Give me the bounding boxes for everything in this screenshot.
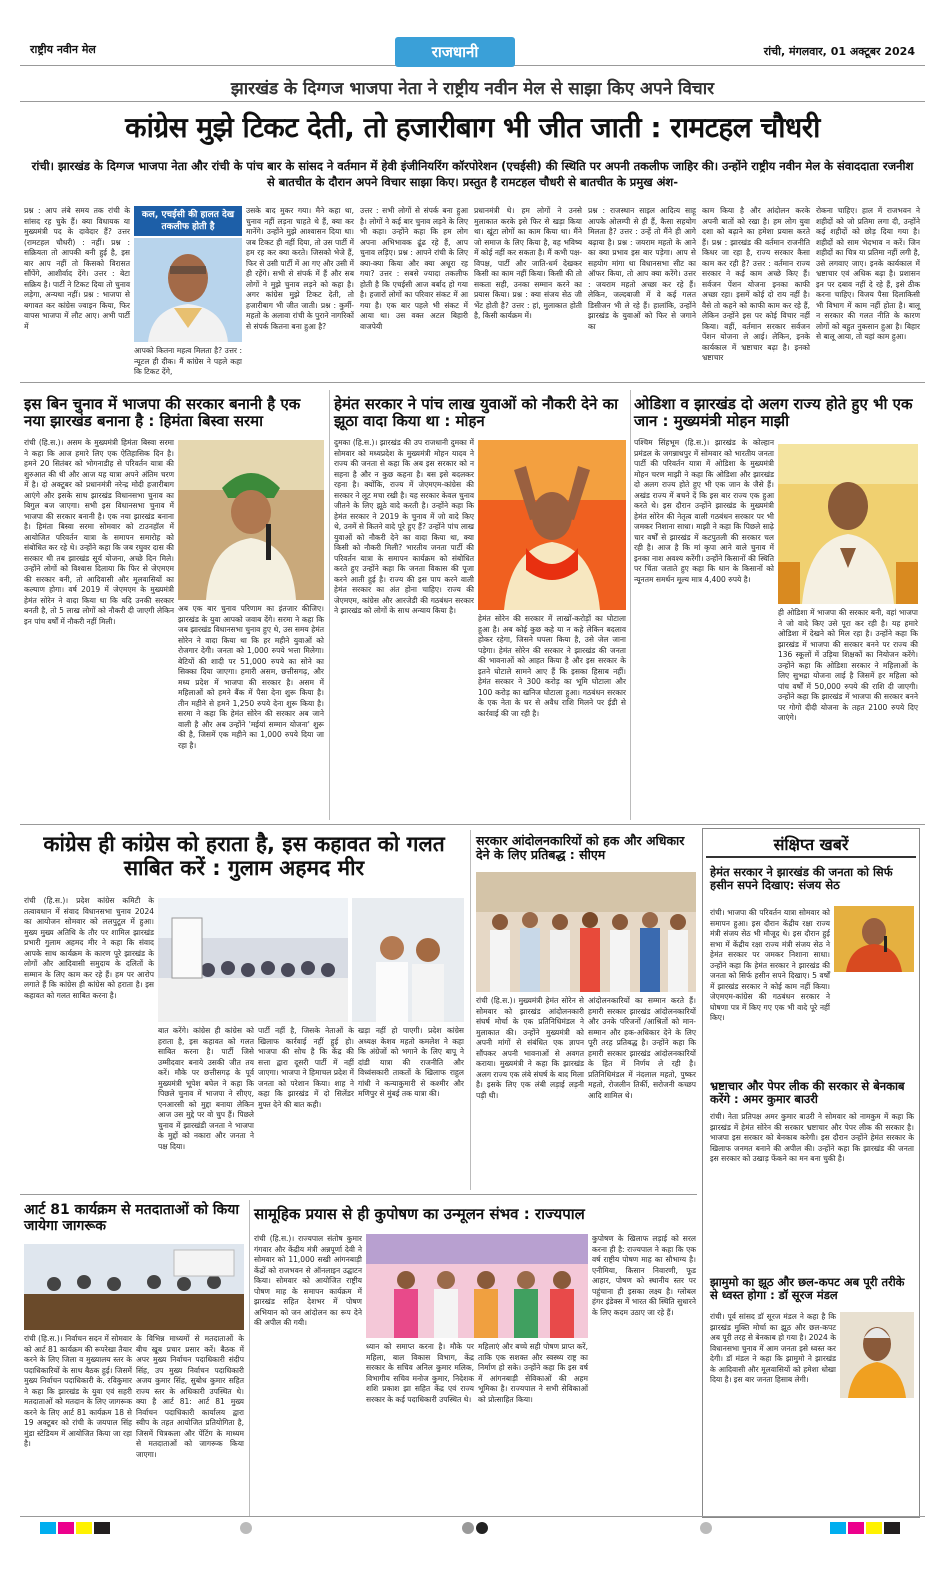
- folded-hands-illustration: [778, 444, 918, 604]
- story-mir-body-continued-3: खड़ा नहीं हो पाएगी। प्रदेश कांग्रेस अध्यक्ष केशव महतो कमलेश ने कहा कि अंग्रेजों को भगाने के लिए बापू ने दांडी यात्रा की राजनीति और विध्वंसकारी ताकतों के खिलाफ राहुल गांधी ने कन्याकुमारी से कश्मीर और मणिपुर से मुंबई तक यात्रा की।: [358, 1026, 464, 1098]
- section-tab: राजधानी: [395, 37, 515, 67]
- cyan-swatch: [40, 1522, 56, 1534]
- speaker-illustration: [834, 906, 914, 972]
- registration-dot: [700, 1522, 712, 1534]
- registration-dot: [462, 1522, 474, 1534]
- story-cm-body: रांची (हि.स.)। मुख्यमंत्री हेमंत सोरेन से सोमवार को झारखंड आंदोलनकारी संघर्ष मोर्चा के एक प्रतिनिधिमंडल ने मुलाकात की। उन्होंने मुख्यमंत्री को अपनी मांगों से संबंधित एक ज्ञापन सौंपकर अपनी भावनाओं से अवगत कराया। मुख्यमंत्री ने कहा कि झारखंड अलग राज्य एक लंबे संघर्ष के बाद मिला है। इसके लिए एक लंबी लड़ाई लड़नी पड़ी थी।: [476, 996, 584, 1100]
- divider: [20, 101, 925, 102]
- brief-1-body: रांची। भाजपा की परिवर्तन यात्रा सोमवार को समापन हुआ। इस दौरान केंद्रीय रक्षा राज्य मंत्री संजय सेठ भी मौजूद थे। इस दौरान हुई सभा में केंद्रीय रक्षा राज्य मंत्री संजय सेठ ने हेमंत सरकार पर जमकर निशाना साधा। उन्होंने कहा कि हेमंत सरकार ने झारखंड की जनता को सिर्फ हसीन सपने दिखाए। 5 वर्षों में झारखंड सरकार ने कोई काम नहीं किया। जेएमएम-कांग्रेस की गठबंधन सरकार ने घोषणा पत्र में किए गए एक भी वादे पूरे नहीं किए।: [710, 908, 830, 1022]
- story-majhi-headline: ओडिशा व झारखंड दो अलग राज्य होते हुए भी एक जान : मुख्यमंत्री मोहन माझी: [634, 395, 913, 431]
- brief-3-body: रांची। पूर्व सांसद डॉ सूरज मंडल ने कहा है कि झारखंड मुक्ति मोर्चा का झूठ और छल-कपट अब पूरी तरह से बेनकाब हो गया है। 2024 के विधानसभा चुनाव में आम जनता इसे ध्वस्त कर देगी। डॉ मंडल ने कहा कि झामुमो ने झारखंड के आदिवासी और मूलवासियों को हमेशा धोखा दिया है। इस बार जनता हिसाब लेगी।: [710, 1312, 836, 1384]
- story-art81-headline: आर्ट 81 कार्यक्रम से मतदाताओं को किया जायेगा जागरूक: [24, 1202, 240, 1235]
- lead-portrait-photo: [134, 238, 242, 342]
- leaders-illustration: [352, 898, 464, 1022]
- story-himanta-headline: इस बिन चुनाव में भाजपा की सरकार बनानी है एक नया झारखंड बनाना है : हिमंता बिस्वा सरमा: [24, 395, 301, 431]
- black-swatch: [884, 1522, 900, 1534]
- raised-hands-illustration: [478, 440, 626, 610]
- congress-leaders-photo: [352, 898, 464, 1022]
- story-art81-body-continued: के विभिन्न माध्यमों से मतदाताओं के बीच खूब प्रचार प्रसार करें। बैठक में अपर मुख्य निर्वाचन पदाधिकारी संदीप सिंह, उप मुख्य निर्वाचन पदाधिकारी अजय कुमार सिंह, सुबोध कुमार सहित राज्य स्तर के अधिकारी उपस्थित थे। क्या है आर्ट 81: आर्ट 81 मुख्य निर्वाचन पदाधिकारी कार्यालय द्वारा स्वीप के तहत आयोजित प्रतियोगिता है, जिसमें चित्रकला और पेंटिंग के माध्यम से मतदाताओं को जागरूक किया जाएगा।: [136, 1334, 244, 1459]
- election-meeting-photo: [24, 1244, 244, 1330]
- story-majhi-body-continued: ही ओडिशा में भाजपा की सरकार बनी, वहां भाजपा ने जो वादे किए उसे पूरा कर रही है। यह हमारे ओडिशा में देखने को मिल रहा है। उन्होंने कहा कि झारखंड में भाजपा की सरकार बनने पर राज्य की 136 स्कूलों में उड़िया शिक्षकों का नियोजन करेंगे। उन्होंने कहा कि ओडिशा सरकार ने महिलाओं के लिए सुभद्रा योजना लाई है जिसमें हर महिला को पांच वर्षों में 50,000 रुपये की राशि दी जाएगी। उन्होंने कहा कि झारखंड में भाजपा की सरकार बनने पर गोगो दीदी योजना के तहत 2100 रुपये दिए जाएंगे।: [778, 608, 918, 722]
- crowd-illustration: [158, 898, 348, 1022]
- story-nutrition-body-continued-2: महिलाएं और बच्चे सही पोषण प्राप्त करें, ताकि एक सशक्त और स्वस्थ्य राष्ट्र का निर्माण हो सके। उन्होंने कहा कि इस वर्ष में आंगनबाड़ी सेविकाओं की अहम भूमिका है। राज्यपाल ने सभी सेविकाओं को प्रोत्साहित किया।: [478, 1342, 588, 1404]
- black-swatch: [94, 1522, 110, 1534]
- story-cm-body-continued: आंदोलनकारियों का सम्मान करते हैं। हमारी सरकार झारखंड आंदोलनकारियों और उनके परिजनों /आश्रितों को मान-सम्मान और हक-अधिकार देने के लिए पूरी तरह प्रतिबद्ध है। उन्होंने कहा कि हमारी सरकार झारखंड आंदोलनकारियों के हित में निर्णय ले रही है। प्रतिनिधिमंडल में नंदलाल महतो, पुष्कर महतो, रोजलीन तिर्की, सरोजनी कच्छप आदि शामिल थे।: [588, 996, 696, 1100]
- yellow-swatch: [76, 1522, 92, 1534]
- meeting-illustration: [24, 1244, 244, 1330]
- registration-dot: [240, 1522, 252, 1534]
- lead-column-5: प्रधानमंत्री थे। हम लोगों ने उनसे मुलाकात करके इसे फिर से खड़ा किया था। खूंटा लोगों का काम किया था। मैंने जो समाज के लिए किया है, वह भविष्य में कोई नहीं कर सकता है। मैं कभी पक्ष-विपक्ष, पार्टी और जाति-धर्म देखकर किसी का काम नहीं किया। किसी की तो सकता सही, उनका सम्मान करने का प्रयास किया। प्रश्न : क्या संजय सेठ जी भेंट होती है? उत्तर : हां, मुलाकात होती है, किसी कार्यक्रम में।: [474, 206, 582, 320]
- column-divider: [630, 390, 631, 820]
- lead-headline: कांग्रेस मुझे टिकट देती, तो हजारीबाग भी जीत जाती : रामटहल चौधरी: [125, 111, 820, 144]
- divider: [20, 382, 925, 383]
- divider: [20, 1194, 697, 1195]
- nutrition-event-photo: [366, 1234, 588, 1338]
- divider: [20, 824, 925, 825]
- himanta-photo: [178, 440, 324, 600]
- lead-column-8: रोकना चाहिए। हाल में राजभवन ने शहीदों को जो प्रतिमा लगा दी, उन्होंने कई शहीदों को छोड़ दिया गया है। शहीदों को साम भेदभाव न करें। जिन शहीदों का चित्र या प्रतिमा नहीं लगी है, उसे लगवाए जाए। इनके कार्यकाल में भ्रष्टाचार एवं अधिक बढ़ा है। प्रशासन इन पर दबाव नहीं दे रहे हैं, इसे ठीक करना चाहिए। विजय पैसा दिलाकिसी भी विभाग में काम नहीं होता है। बालू न सरकार की गलत नीति के कारण लोगों को बहुत नुकसान हुआ है। बिहार से बालू आया, तो यहां काम हुआ।: [816, 206, 920, 341]
- brief-1-body-continued: [710, 974, 914, 1076]
- magenta-swatch: [58, 1522, 74, 1534]
- portrait-illustration: [134, 238, 242, 342]
- sanjay-seth-photo: [834, 906, 914, 972]
- story-art81-body: रांची (हि.स.)। निर्वाचन सदन में सोमवार को आर्ट 81 कार्यक्रम की रूपरेखा तैयार करने के लिए जिला व मुख्यालय स्तर के पदाधिकारियों के साथ बैठक हुई। जिसमें मुख्य निर्वाचन पदाधिकारी के. रविकुमार ने कहा कि झारखंड के युवा एवं सहरी मतदाताओं को मतदान के लिए जागरूक करने के लिए आर्ट 81 कार्यक्रम 18 से 19 अक्टूबर को रांची के जयपाल सिंह मुंडा स्टेडियम में आयोजित किया जा रहा है।: [24, 1334, 132, 1448]
- brief-2-headline: भ्रष्टाचार और पेपर लीक की सरकार से बेनकाब करेंगे : अमर कुमार बाउरी: [710, 1079, 905, 1107]
- event-illustration: [366, 1234, 588, 1338]
- mohan-majhi-photo: [778, 444, 918, 604]
- story-majhi-body: पश्चिम सिंहभूम (हि.स.)। झारखंड के कोल्हान प्रमंडल के जगन्नाथपुर में सोमवार को भारतीय जनता पार्टी की परिवर्तन यात्रा में ओडिशा के मुख्यमंत्री मोहन चरण माझी ने कहा कि ओडिशा और झारखंड दो अलग राज्य होते हुए भी एक जान के जैसे हैं। अखंड राज्य में बचने दें कि इस बार राज्य एक हुआ करते थे। इस दौरान उन्होंने झारखंड के मुख्यमंत्री हेमंत सोरेन की नेतृत्व वाली गठबंधन सरकार पर भी जमकर निशाना साधा। माझी ने कहा कि पिछले साढ़े चार वर्षों से झारखंड में कटपुतली की सरकार चल रही है। आज है कि मां कृपा आने वाले चुनाव में इनका नाश अवश्य करेंगी। उन्होंने किसानों की स्थिति पर चिंता जताते हुए कहा कि धान के किसानों को न्यूनतम समर्थन मूल्य मात्र 4,400 रुपये है।: [634, 438, 774, 584]
- story-mohan-headline: हेमंत सरकार ने पांच लाख युवाओं को नौकरी देने का झूठा वादा किया था : मोहन: [334, 395, 618, 431]
- story-himanta-body-continued: अब एक बार चुनाव परिणाम का इंतजार कीजिए। झारखंड के युवा आपको जवाब देंगे। सरमा ने कहा कि जब झारखंड विधानसभा चुनाव हुए थे, उस समय हेमंत सोरेन ने वादा किया था कि हर महीने युवाओं को रोजगार देगी। जनता को 1,000 रुपये भत्ता मिलेगा। बेटियों की शादी पर 51,000 रुपये का सोने का सिक्का दिया जाएगा। हमारी असम, छत्तीसगढ़, और मध्य प्रदेश में भाजपा की सरकार है। असम में महिलाओं को हमने बैंक में पैसा देना शुरू किया है। तीन महीने से हमने 1,250 रुपये देना शुरू किया है। सरमा ने कहा कि हेमंत सोरेन की सरकार अब जाने वाली है और अब उन्होंने 'मईयां सम्मान योजना' शुरू की है, जिसमें एक महीने का 1,000 रुपये दिया जा रहा है।: [178, 604, 324, 750]
- lead-column-7: काम किया है और आंदोलन करके अपनी बातों को रखा है। हम लोग युवा दशा को बढ़ाने का हमेशा प्रयास करते हैं। प्रश्न : झारखंड की वर्तमान राजनीति किधर जा रहा है, राज्य सरकार कैसा काम कर रही है? उत्तर : वर्तमान राज्य सरकार ने कई काम अच्छे किए हैं। सर्वजन पेंशन योजना इनका काफी अच्छा रहा। इसमें कोई दो राय नहीं है। वैसे तो कहने को काफी काम कर रहे हैं, लेकिन उन्होंने इस पर कोई विचार नहीं किया। वहीं, वर्तमान सरकार सर्वजन पेंशन योजना ले आई। लेकिन, इनके कार्यकाल में भ्रष्टाचार बढ़ा है। इनको भ्रष्टाचार: [702, 206, 810, 362]
- story-nutrition-body: रांची (हि.स.)। राज्यपाल संतोष कुमार गंगवार और केंद्रीय मंत्री अन्नपूर्णा देवी ने सोमवार को 11,000 सखी आंगनबाड़ी केंद्रों को राजभवन से ऑनलाइन उद्घाटन किया। सोमवार को आयोजित राष्ट्रीय पोषण माह के समापन कार्यक्रम में झारखंड सहित देशभर में पोषण अभियान को जन आंदोलन का रूप देने की अपील की गयी।: [254, 1234, 362, 1327]
- story-mir-body-continued-2: पार्टी नहीं है, जिसके नेताओं के खिलाफ कार्रवाई नहीं हुई हो। भाजपा की सोच है कि केंद्र की सत्ता द्वारा दूसरी पार्टी में नहीं जाएगा। भाजपा ने हिमाचल प्रदेश में जनता को परेशान किया। शाह ने कहा कि झारखंड में दो सिलेंडर मुफ्त देने की बात कही।: [258, 1026, 354, 1109]
- cyan-swatch: [830, 1522, 846, 1534]
- briefs-title: संक्षिप्त खबरें: [706, 832, 916, 858]
- congress-meeting-photo: [158, 898, 348, 1022]
- lead-column-2: आपको कितना महत्व मिलता है? उत्तर : न्यूटल ही दीक। मैं कांग्रेस ने पहले कहा कि टिकट देंगे,: [134, 346, 242, 376]
- lead-column-4: उत्तर : सभी लोगों से संपर्क बना हुआ है। लोगों ने कई बार चुनाव लड़ने के लिए भी कहा। उन्होंने कहा कि हम लोग अपना अभिभावक ढूंढ रहे हैं, आप चुनाव लड़िए। प्रश्न : आपने रांची के लिए क्या-क्या किया और क्या अधूरा रह गया? उत्तर : सबसे ज्यादा तकलीफ होती है कि एचईसी आज बर्बाद हो गया है। हजारों लोगों का परिवार संकट में आ गया है। एक बार पहले भी संकट में आया था। उस वक्त अटल बिहारी वाजपेयी: [360, 206, 468, 331]
- story-himanta-body: रांची (हि.स.)। असम के मुख्यमंत्री हिमंता बिस्वा सरमा ने कहा कि आज हमारे लिए एक ऐतिहासिक दिन है। हमने 20 सितंबर को भोगनाडीह से परिवर्तन यात्रा की शुरुआत की थी और आज यह यात्रा अपने अंतिम चरण में है। दो अक्टूबर को प्रधानमंत्री नरेन्द्र मोदी हजारीबाग आएंगे और इसके साथ झारखंड विधानसभा चुनाव का बिगुल बज जाएगा। सभी इस विधानसभा चुनाव में भाजपा की सरकार बनानी है। एक नया झारखंड बनाना है। हिमंता बिस्वा सरमा सोमवार को टाउनहॉल में आयोजित परिवर्तन यात्रा के समापन समारोह को संबोधित कर रहे थे। उन्होंने कहा कि जब रघुवर दास की सरकार थी तब झारखंड सूर्य योजना, अच्छे दिन मिले। उन्होंने लोगों को विश्वास दिलाया कि फिर से जेएमएम की सरकार बनी, तो आदिवासी और मूलवासियों का कल्याण होगा। वर्ष 2019 में जेएमएम के मुख्यमंत्री हेमंत सोरेन ने वादा किया था कि यदि उनकी सरकार बनती है, तो 5 लाख लोगों को नौकरी दी जाएगी लेकिन इन पांच वर्षों में नौकरी नहीं मिली।: [24, 438, 174, 626]
- lead-column-1: प्रश्न : आप लंबे समय तक रांची के सांसद रह चुके हैं। क्या विधायक या मुख्यमंत्री पद के दावेदार हैं? उत्तर (रामटहल चौधरी) : नहीं। प्रश्न : सक्रियता तो आपकी बनी हुई है, इस बार आप नहीं तो किसको विरासत सौंपेंगे, आशीर्वाद देंगे। उत्तर : बेटा सक्रिय है। पार्टी ने टिकट दिया तो चुनाव लड़ेगा, अन्यथा नहीं। प्रश्न : भाजपा से बगावत कर कांग्रेस ज्वाइन किया, फिर वापस भाजपा में लौट आए। अभी पार्टी में: [24, 206, 130, 331]
- column-divider: [470, 830, 471, 1190]
- story-nutrition-headline: सामूहिक प्रयास से ही कुपोषण का उन्मूलन संभव : राज्यपाल: [254, 1205, 585, 1223]
- story-nutrition-body-continued-3: कुपोषण के खिलाफ लड़ाई को सरल करना ही है: राज्यपाल ने कहा कि एक वर्ष राष्ट्रीय पोषण माह का सौभाग्य है। एनीमिया, किसान निवारणी, फूड आहार, पोषण को स्थानीय स्तर पर पहुंचाना ही इसका लक्ष्य है। ग्लोबल हंगर इंडेक्स में भारत की स्थिति सुधारने के लिए कदम उठाए जा रहे हैं।: [592, 1234, 696, 1317]
- lead-intro: रांची। झारखंड के दिग्गज भाजपा नेता और रांची के पांच बार के सांसद ने वर्तमान में हेवी इंजीनियरिंग कॉरपोरेशन (एचईसी) की स्थिति पर अपनी तकलीफ जाहिर की। उन्होंने राष्ट्रीय नवीन मेल के संवाददाता रजनीश से बातचीत के दौरान अपने विचार साझा किए। प्रस्तुत है रामटहल चौधरी से बातचीत के प्रमुख अंश-: [31, 159, 914, 189]
- dateline: रांची, मंगलवार, 01 अक्टूबर 2024: [763, 45, 915, 58]
- story-cm-headline: सरकार आंदोलनकारियों को हक और अधिकार देने के लिए प्रतिबद्ध : सीएम: [476, 833, 685, 863]
- magenta-swatch: [848, 1522, 864, 1534]
- story-mohan-body: दुमका (हि.स.)। झारखंड की उप राजधानी दुमका में सोमवार को मध्यप्रदेश के मुख्यमंत्री मोहन यादव ने राज्य की जनता से कहा कि अब इस सरकार को न सहना है और न कुछ कहना है। बस इसे बदलकर रहना है। क्योंकि, राज्य में जेएमएम-कांग्रेस की सरकार ने लूट मचा रखी है। यह सरकार केवल चुनाव जीतने के लिए झूठे वादे करती है। उन्होंने कहा कि हेमंत सरकार ने 2019 के चुनाव में जो वादे किए थे, उनमें से कितने वादे पूरे हुए हैं? उन्होंने पांच लाख युवाओं को नौकरी देने का वादा किया था, क्या किसी को नौकरी मिली? भारतीय जनता पार्टी की परिवर्तन यात्रा के समापन कार्यक्रम को संबोधित करते हुए उन्होंने कहा कि जनता विकास की पूजा करने आती हुई है। राज्य की इस पाप करने वाली हेमंत सरकार का अंत होना चाहिए। राज्य की जेएमएम, कांग्रेस और आरजेडी की गठबंधन सरकार ने झारखंड को लोगों के साथ अन्याय किया है।: [334, 438, 474, 615]
- brief-3-headline: झामुमो का झूठ और छल-कपट अब पूरी तरीके से ध्वस्त होगा : डॉ सूरज मंडल: [710, 1275, 905, 1303]
- divider: [20, 1516, 925, 1517]
- brief-2-body: रांची। नेता प्रतिपक्ष अमर कुमार बाउरी ने सोमवार को नामकुम में कहा कि झारखंड में हेमंत सोरेन की सरकार भ्रष्टाचार और पेपर लीक की सरकार है। भाजपा इस सरकार को बेनकाब करेगी। इस दौरान उन्होंने हेमंत सरकार के खिलाफ जनमत बनाने की अपील की। उन्होंने कहा कि झारखंड की जनता इस सरकार को उखाड़ फेंकने का मन बना चुकी है।: [710, 1112, 914, 1163]
- story-mohan-body-continued: हेमंत सोरेन की सरकार में लाखों-करोड़ों का घोटाला हुआ है। अब कोई कुछ कहे या न कहे लेकिन बदलाव होकर रहेगा, जिसने घपला किया है, उसे जेल जाना पड़ेगा। हेमंत सोरेन की सरकार ने झारखंड की जनता की भावनाओं को आहत किया है और इस सरकार के इतने घोटाले सामने आए हैं कि इसका हिसाब नहीं। हेमंत सरकार ने 300 करोड़ का भूमि घोटाला और 100 करोड़ का खनिज घोटाला हुआ। गठबंधन सरकार के एक नेता के घर से अवैध राशि मिलने पर ईडी से कार्रवाई की जा रही है।: [478, 614, 626, 718]
- portrait-illustration: [840, 1312, 914, 1398]
- story-mir-body-continued: बात करेंगे। कांग्रेस ही कांग्रेस को हराता है, इस कहावत को गलत साबित करना है। पार्टी जिसे उम्मीदवार बनाये उसकी जीत तय करें। मौके पर छत्तीसगढ़ के पूर्व मुख्यमंत्री भूपेश बघेल ने कहा कि पिछले चुनाव में भाजपा ने सीएए, एनआरसी को मुद्दा बनाया लेकिन आज उस मुद्दे पर वो चुप हैं। पिछले चुनाव में झारखंडी जनता ने भाजपा के मुद्दों को नकारा और जनता ने पक्ष दिया।: [158, 1026, 254, 1151]
- suraj-mandal-photo: [840, 1312, 914, 1398]
- group-illustration: [476, 872, 696, 992]
- story-mir-body: रांची (हि.स.)। प्रदेश कांग्रेस कमिटी के तत्वावधान में संवाद विधानसभा चुनाव 2024 का आयोजन सोमवार को ललपुटूल में हुआ। मुख्य मुख्य अतिथि के तौर पर शामिल झारखंड प्रभारी गुलाम अहमद मीर ने कहा कि संवाद आपके साथ कार्यक्रम के कारण पूरे झारखंड के लोगों और आदिवासी समुदाय के दलितों के सम्मान के लिए काम कर रहे हैं। हम पर आरोप लगाते हैं कि कांग्रेस ही कांग्रेस को हराता है। इस कहावत को गलत साबित करना है।: [24, 896, 154, 1000]
- paper-name: राष्ट्रीय नवीन मेल: [30, 43, 96, 56]
- lead-strap: झारखंड के दिग्गज भाजपा नेता ने राष्ट्रीय नवीन मेल से साझा किए अपने विचार: [230, 79, 715, 99]
- column-divider: [329, 390, 330, 820]
- registration-dot: [476, 1522, 488, 1534]
- cm-meeting-photo: [476, 872, 696, 992]
- story-nutrition-body-continued: ध्यान को समाप्त करना है। मौके पर महिला, बाल विकास विभाग, केंद्र सरकार के सचिव अनिल कुमार मलिक, विभागीय सचिव मनोज कुमार, निदेशक शशि प्रकाश झा सहित केंद्र एवं राज्य सरकार के कई पदाधिकारी उपस्थित थे।: [366, 1342, 474, 1404]
- yellow-swatch: [866, 1522, 882, 1534]
- lead-column-6: प्रश्न : राजस्थान साइल आदित्य साहू आपके ओलम्पी से ही हैं, कैसा सहयोग मिलता है? उत्तर : उन्हें तो मैंने ही आगे बढ़ाया है। प्रश्न : जयराम महतो के आने का क्या प्रभाव इस बार पड़ेगा। आप से सहयोग मांगा था विधानसभा सीट का ऑफर किया, तो आप क्या करेंगे। उत्तर : जयराम महतो अच्छा कर रहे हैं। लेकिन, जल्दबाजी में वे कई गलत डिसीजन भी ले रहे हैं। हालांकि, उन्होंने झारखंड के युवाओं को फिर से जगाने का: [588, 206, 696, 331]
- lead-column-3: उसके बाद मुकर गया। मैने कहा था, चुनाव नहीं लड़ना चाहते थे हैं, क्या कर मानेंगे। उन्होंने मुझे आश्वासन दिया था। जब टिकट ही नहीं दिया, तो उस पार्टी में हम रह कर क्या करते। जिसको भेजे हैं, फिर से उसी पार्टी में आ गए और उसी में ही रहेंगे। सभी से संपर्क में हैं और सब लोगों ने मुझे चुनाव लड़ने को कहा है। अगर कांग्रेस मुझे टिकट देती, तो हजारीबाग भी जीत जाती। प्रश्न : कुर्मी-महतो के अलावा रांची के पुराने नागरिकों से संपर्क कितना बना हुआ है?: [246, 206, 354, 331]
- speaker-illustration: [178, 440, 324, 600]
- mohan-yadav-photo: [478, 440, 626, 610]
- lead-photo-caption: कल, एचईसी की हालत देख तकलीफ होती है: [134, 206, 242, 236]
- story-mir-headline: कांग्रेस ही कांग्रेस को हराता है, इस कहावत को गलत साबित करें : गुलाम अहमद मीर: [43, 832, 445, 881]
- column-divider: [249, 1200, 250, 1516]
- brief-1-headline: हेमंत सरकार ने झारखंड की जनता को सिर्फ हसीन सपने दिखाए: संजय सेठ: [710, 865, 893, 893]
